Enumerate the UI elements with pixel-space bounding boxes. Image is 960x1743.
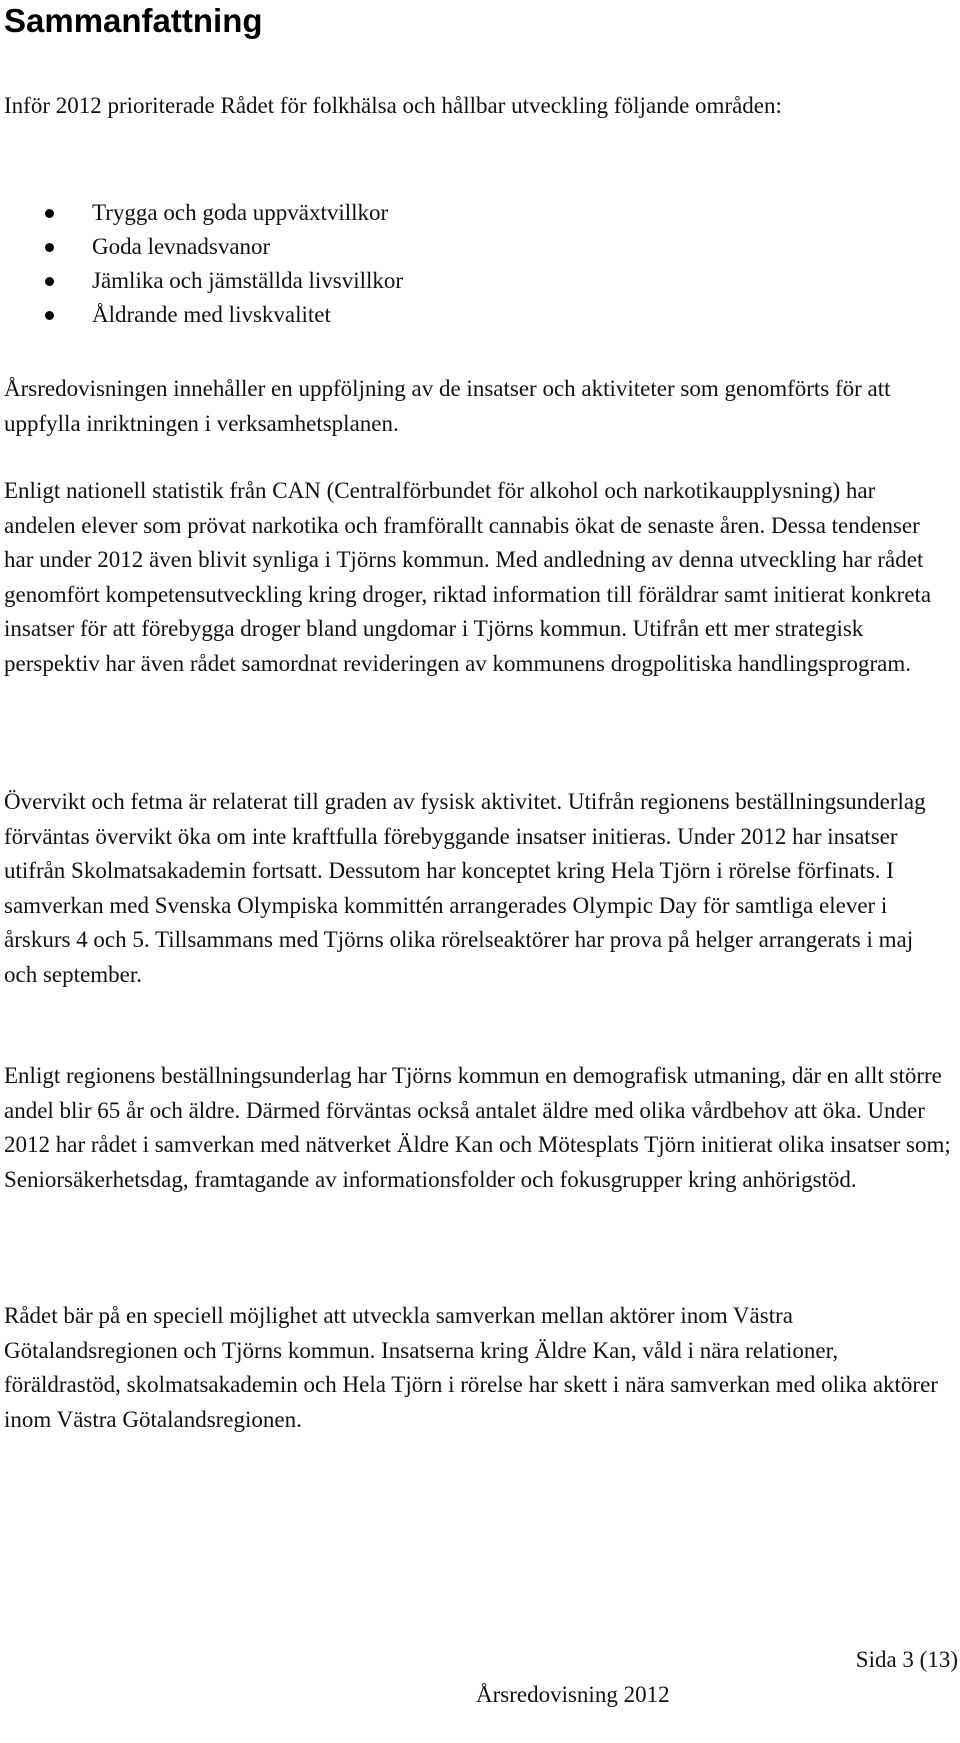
list-item (0, 196, 900, 230)
body-paragraph: Enligt regionens beställningsunderlag har Tjörns kommun en demografisk utmaning, där en allt större andel blir 65 år och äldre. Därmed förväntas också antalet äldre med olika vårdbehov att öka. Under 2012 har rådet i samverkan med nätverket Äldre Kan och Mötesplats Tjörn initierat olika insatser som; Seniorsäkerhetsdag, framtagande av informationsfolder och fokusgrupper kring anhörigstöd. (4, 1063, 951, 1192)
list-item-text: Jämlika och jämställda livsvillkor (92, 268, 404, 293)
list-item (0, 230, 900, 264)
document-name: Årsredovisning 2012 (476, 1682, 670, 1707)
bullet-icon (45, 277, 54, 286)
priority-list (0, 196, 900, 332)
page-title: Sammanfattning (4, 2, 263, 39)
body-paragraph: Enligt nationell statistik från CAN (Centralförbundet för alkohol och narkotikaupplysning) har andelen elever som prövat narkotika och framförallt cannabis ökat de senaste åren. Dessa tendenser har under 2012 även blivit synliga i Tjörns kommun. Med andledning av denna utveckling har rådet genomfört kompetensutveckling kring droger, riktad information till föräldrar samt initierat konkreta insatser för att förebygga droger bland ungdomar i Tjörns kommun. Utifrån ett mer strategisk perspektiv har även rådet samordnat revideringen av kommunens drogpolitiska handlingsprogram. (4, 478, 932, 676)
intro-paragraph: Inför 2012 prioriterade Rådet för folkhälsa och hållbar utveckling följande områden: (4, 93, 782, 118)
body-paragraph: Övervikt och fetma är relaterat till graden av fysisk aktivitet. Utifrån regionens beställningsunderlag förväntas övervikt öka om inte kraftfulla förebyggande insatser initieras. Under 2012 har insatser utifrån Skolmatsakademin fortsatt. Dessutom har konceptet kring Hela Tjörn i rörelse förfinats. I samverkan med Svenska Olympiska kommittén arrangerades Olympic Day för samtliga elever i årskurs 4 och 5. Tillsammans med Tjörns olika rörelseaktörer har prova på helger arrangerats i maj och september. (4, 789, 926, 987)
bullet-icon (45, 209, 54, 218)
bullet-icon (45, 243, 54, 252)
page-number: Sida 3 (13) (855, 1647, 958, 1672)
bullet-icon (45, 311, 54, 320)
body-paragraph: Rådet bär på en speciell möjlighet att utveckla samverkan mellan aktörer inom Västra Götalandsregionen och Tjörns kommun. Insatserna kring Äldre Kan, våld i nära relationer, föräldrastöd, skolmatsakademin och Hela Tjörn i rörelse har skett i nära samverkan med olika aktörer inom Västra Götalandsregionen. (4, 1303, 938, 1432)
list-item-text: Goda levnadsvanor (92, 234, 271, 259)
body-paragraph: Årsredovisningen innehåller en uppföljning av de insatser och aktiviteter som genomförts för att uppfylla inriktningen i verksamhetsplanen. (4, 376, 891, 436)
list-item (0, 298, 900, 332)
list-item (0, 264, 900, 298)
list-item-text: Trygga och goda uppväxtvillkor (92, 200, 389, 225)
list-item-text: Åldrande med livskvalitet (92, 302, 331, 327)
page-footer (0, 1605, 960, 1725)
